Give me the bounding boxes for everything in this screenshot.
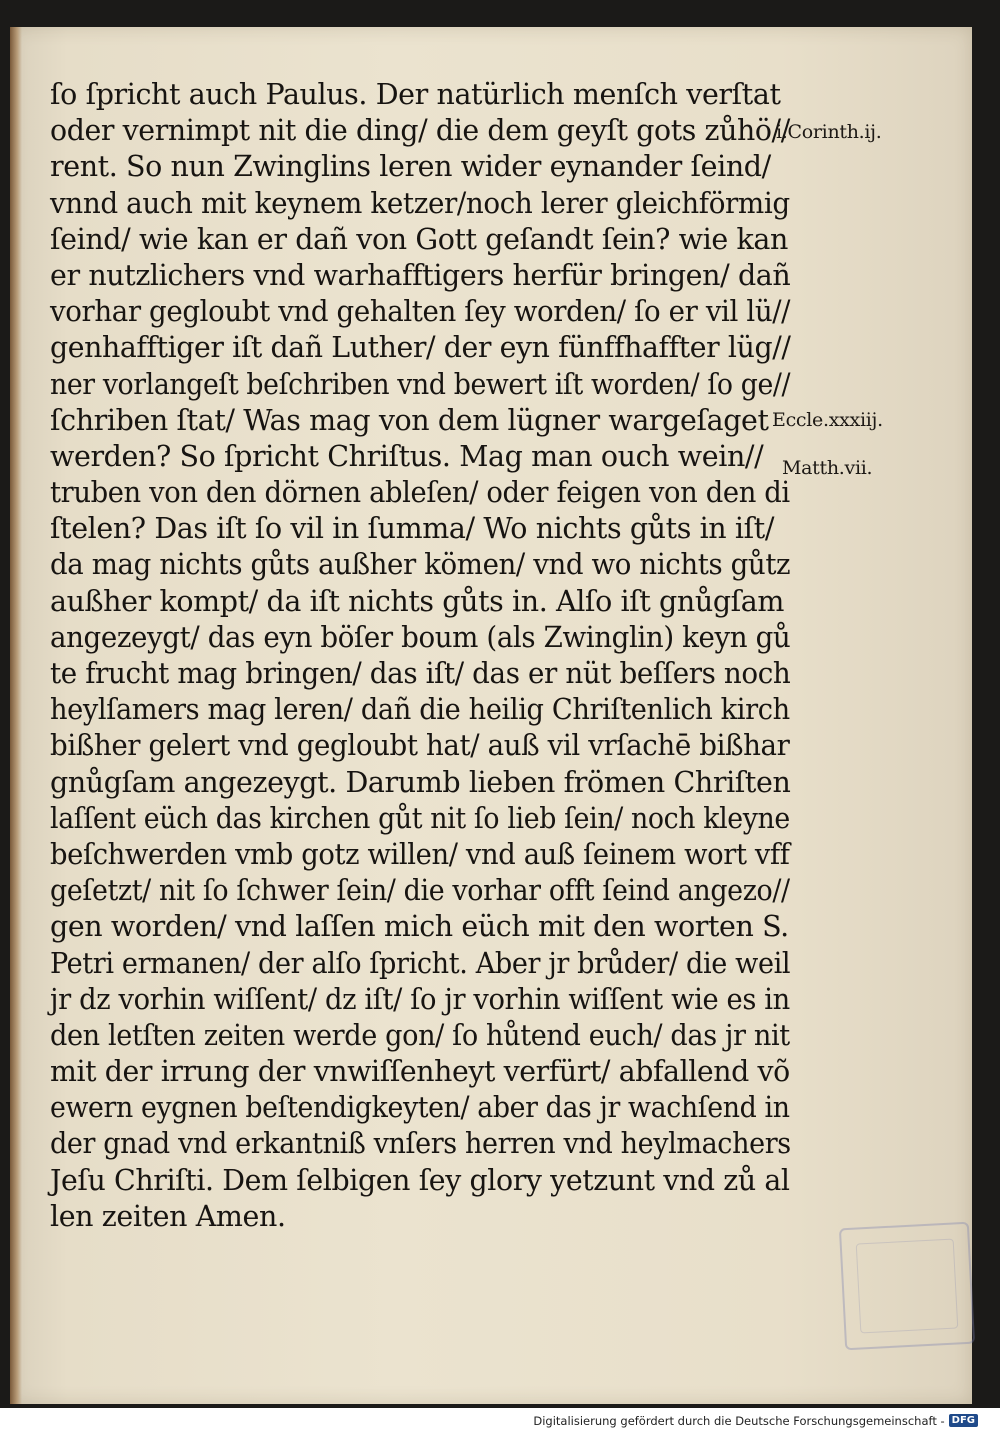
text-line: te frucht mag bringen/ das iſt/ das er nüt beſſers noch [50, 657, 791, 690]
text-line: jr dz vorhin wiſſent/ dz iſt/ ſo jr vorhin wiſſent wie es in [50, 982, 790, 1016]
text-line: werden? So ſpricht Chriſtus. Mag man ouch wein// [50, 439, 764, 473]
page-edge [10, 27, 22, 1404]
text-line: ſeind/ wie kan er dañ von Gott geſandt ſein? wie kan [50, 222, 788, 256]
text-line: außher kompt/ da iſt nichts gůts in. Alſo iſt gnůgſam [50, 584, 785, 618]
marginal-note-ecclesiasticus: Eccle.xxxiij. [772, 409, 883, 431]
text-line: rent. So nun Zwinglins leren wider eynander ſeind/ [50, 150, 771, 184]
text-line: den letſten zeiten werde gon/ ſo hůtend euch/ das jr nit [50, 1018, 790, 1052]
dfg-logo-icon: DFG [949, 1414, 978, 1427]
text-line: gen worden/ vnd laſſen mich eüch mit den worten S. [50, 910, 789, 944]
text-line: ſchriben ſtat/ Was mag von dem lügner wargeſaget [50, 403, 769, 437]
text-line: oder vernimpt nit die ding/ die dem geyſt gots zůhö// [50, 114, 790, 148]
text-line: Jeſu Chriſti. Dem ſelbigen ſey glory yetzunt vnd zů al [50, 1163, 790, 1197]
text-line: der gnad vnd erkantniß vnſers herren vnd heylmachers [50, 1127, 791, 1161]
library-stamp [839, 1222, 975, 1351]
text-line: laſſent eüch das kirchen gůt nit ſo lieb ſein/ noch kleyne [50, 801, 790, 835]
digitization-footer [0, 1408, 1000, 1433]
text-line: ſtelen? Das iſt ſo vil in ſumma/ Wo nichts gůts in iſt/ [50, 512, 775, 546]
text-line: geſetzt/ nit ſo ſchwer ſein/ die vorhar offt ſeind angezo// [50, 874, 790, 908]
text-line: er nutzlichers vnd warhafftigers herfür bringen/ dañ [50, 258, 791, 292]
book-page [10, 27, 972, 1404]
text-line: len zeiten Amen. [50, 1199, 286, 1233]
marginal-note-matthew: Matth.vii. [782, 457, 873, 479]
text-line: beſchwerden vmb gotz willen/ vnd auß ſeinem wort vff [50, 837, 790, 871]
text-line: ſo ſpricht auch Paulus. Der natürlich menſch verſtat [50, 78, 781, 111]
funding-credit: Digitalisierung gefördert durch die Deutsche Forschungsgemeinschaft - [533, 1413, 945, 1428]
text-line: vorhar gegloubt vnd gehalten ſey worden/ ſo er vil lü// [50, 295, 791, 329]
text-line: gnůgſam angezeygt. Darumb lieben frömen Chriſten [50, 765, 791, 799]
text-line: Petri ermanen/ der alſo ſpricht. Aber jr brůder/ die weil [50, 946, 791, 980]
text-line: heylſamers mag leren/ dañ die heilig Chriſtenlich kirch [50, 693, 790, 727]
text-line: mit der irrung der vnwiſſenheyt verfürt/ abfallend võ [50, 1055, 790, 1089]
text-line: angezeygt/ das eyn böſer boum (als Zwinglin) keyn gů [50, 620, 791, 654]
main-text-block [50, 77, 790, 1235]
text-line: vnnd auch mit keynem ketzer/noch lerer gleichförmig [50, 186, 790, 220]
text-line: genhafftiger iſt dañ Luther/ der eyn fünffhaffter lüg// [50, 331, 791, 365]
text-line: bißher gelert vnd gegloubt hat/ auß vil vrſachē bißhar [50, 729, 790, 763]
text-line: da mag nichts gůts außher kömen/ vnd wo nichts gůtz [50, 548, 791, 582]
text-line: ner vorlangeſt beſchriben vnd bewert iſt worden/ ſo ge// [50, 367, 791, 401]
text-line: ewern eygnen beſtendigkeyten/ aber das jr wachſend in [50, 1091, 790, 1125]
text-line: truben von den dörnen ableſen/ oder feigen von den di [50, 476, 790, 510]
marginal-note-corinthians: i.Corinth.ij. [776, 121, 882, 143]
